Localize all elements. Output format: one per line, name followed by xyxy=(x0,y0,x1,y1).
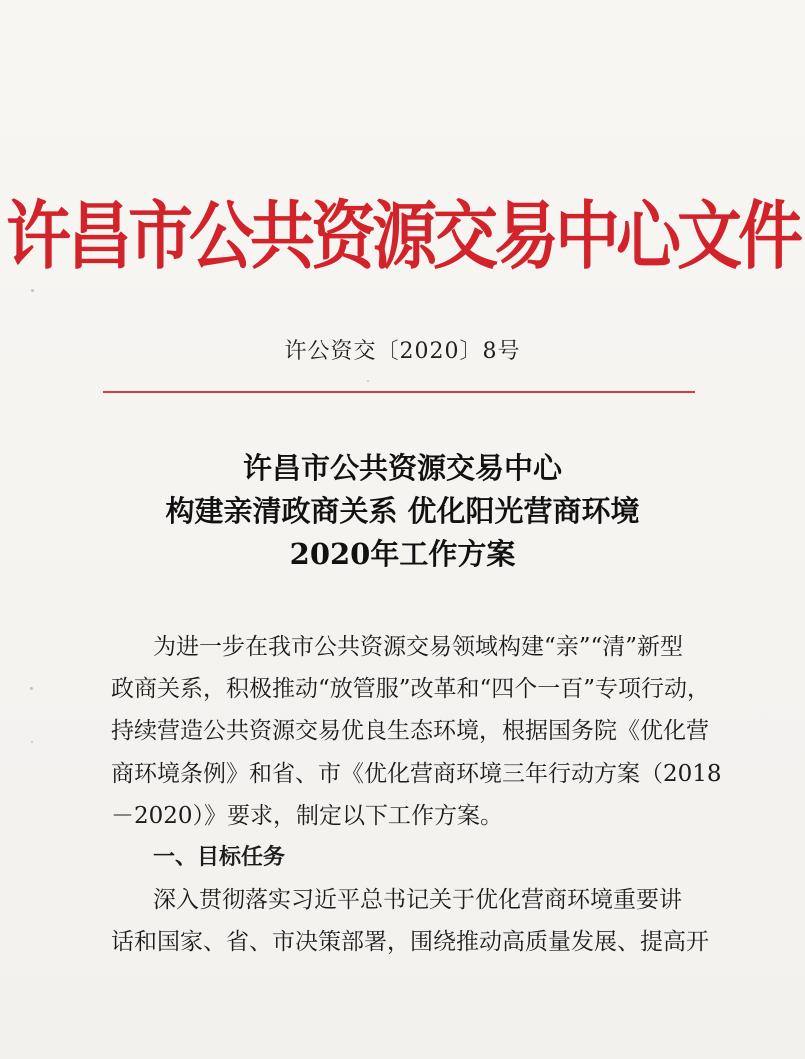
section-heading: 一、目标任务 xyxy=(153,845,286,871)
document-number: 许公资交〔2020〕8号 xyxy=(284,339,521,364)
scan-speck xyxy=(31,741,33,743)
document-masthead: 许昌市公共资源交易中心文件 xyxy=(5,194,799,280)
document-body xyxy=(111,626,722,964)
scan-speck xyxy=(367,380,369,382)
body-line: 政商关系，积极推动“放管服”改革和“四个一百”专项行动， xyxy=(111,676,711,703)
scan-speck xyxy=(30,687,33,690)
title-line: 构建亲清政商关系 优化阳光营商环境 xyxy=(165,494,640,528)
body-line: 持续营造公共资源交易优良生态环境，根据国务院《优化营 xyxy=(111,718,709,745)
body-line: 为进一步在我市公共资源交易领域构建“亲”“清”新型 xyxy=(153,634,684,660)
title-line: 2020年工作方案 xyxy=(289,537,516,571)
title-line: 许昌市公共资源交易中心 xyxy=(242,451,562,485)
body-line: 深入贯彻落实习近平总书记关于优化营商环境重要讲 xyxy=(153,887,682,914)
document-title xyxy=(0,447,805,576)
red-separator-line xyxy=(103,391,695,393)
body-line: －2020）》要求，制定以下工作方案。 xyxy=(111,802,504,829)
body-line: 商环境条例》和省、市《优化营商环境三年行动方案（2018 xyxy=(111,760,722,787)
body-line: 话和国家、省、市决策部署，围绕推动高质量发展、提高开 xyxy=(111,929,709,956)
